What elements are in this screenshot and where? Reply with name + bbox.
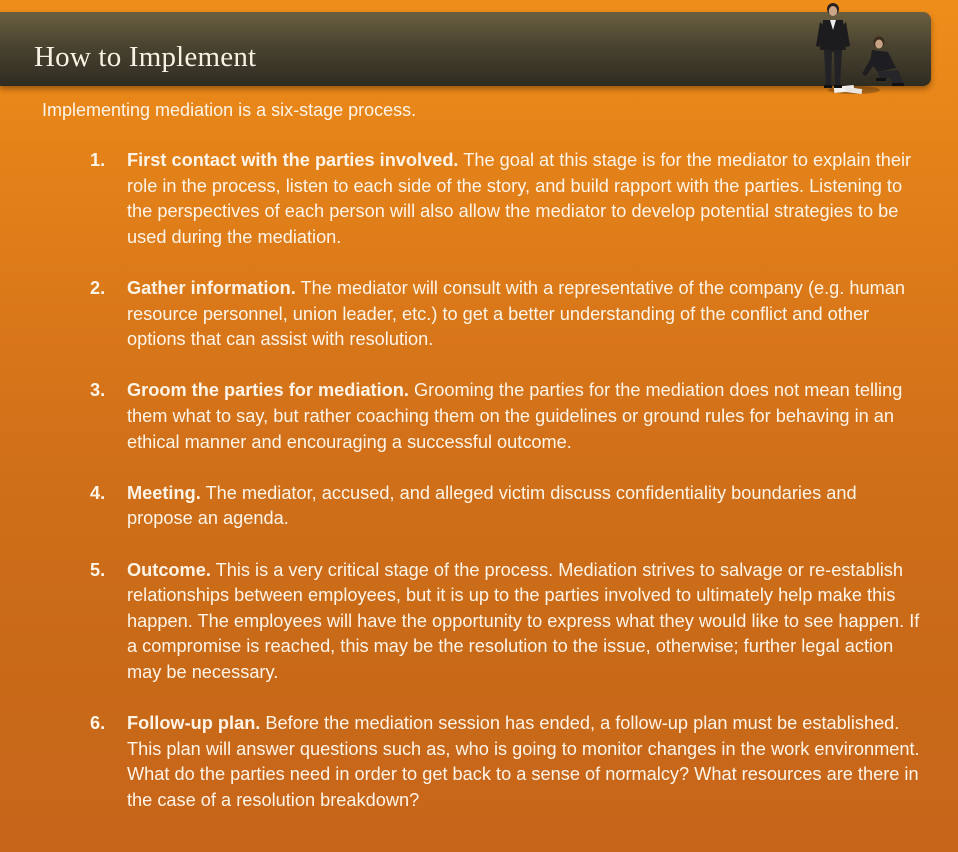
step-list: [90, 148, 920, 813]
step-heading: Meeting.: [127, 482, 201, 503]
intro-text: Implementing mediation is a six-stage process.: [42, 100, 417, 120]
step-text: Before the mediation session has ended, a follow-up plan must be established. This plan will answer questions such as, who is going to monitor changes in the work environment. What do the parties need in order to get back to a sense of normalcy? What resources are there in the case of a resolution breakdown?: [127, 713, 920, 810]
step-text: The mediator, accused, and alleged victim discuss confidentiality boundaries and propose an agenda.: [127, 482, 857, 529]
step-number: 4.: [90, 482, 106, 503]
step-text: The mediator will consult with a representative of the company (e.g. human resource personnel, union leader, etc.) to get a better understanding of the conflict and other options that can assist with resolution.: [127, 277, 906, 350]
step-text: This is a very critical stage of the process. Mediation strives to salvage or re-establish relationships between employees, but it is up to the parties involved to ultimately help make this happen. The employees will have the opportunity to express what they would like to see happen. If a compromise is reached, this may be the resolution to the issue, otherwise; further legal action may be necessary.: [127, 559, 920, 682]
step-text: Grooming the parties for the mediation does not mean telling them what to say, but rather coaching them on the guidelines or ground rules for behaving in an ethical manner and encouraging a successful outcome.: [127, 380, 903, 452]
step-number: 6.: [90, 713, 106, 734]
step-heading: Follow-up plan.: [127, 713, 261, 734]
step-heading: Outcome.: [127, 559, 211, 580]
step-heading: First contact with the parties involved.: [127, 150, 459, 170]
business-people-illustration: [806, 0, 914, 98]
step-heading: Gather information.: [127, 277, 296, 298]
step-heading: Groom the parties for mediation.: [127, 380, 409, 401]
step-number: 1.: [90, 150, 106, 170]
slide-title: How to Implement: [34, 41, 257, 73]
step-number: 3.: [90, 380, 106, 401]
step-text: The goal at this stage is for the mediator to explain their role in the process, listen to each side of the story, and build rapport with the parties. Listening to the perspectives of each person will also allow the mediator to develop potential strategies to be used during the mediation.: [127, 150, 912, 247]
step-number: 5.: [90, 559, 106, 580]
list-item: [90, 276, 920, 353]
list-item: [90, 378, 920, 455]
list-item: [90, 711, 920, 813]
list-item: [90, 148, 920, 250]
step-number: 2.: [90, 277, 106, 298]
list-item: [90, 481, 920, 532]
title-bar: [0, 12, 931, 86]
list-item: [90, 558, 920, 686]
